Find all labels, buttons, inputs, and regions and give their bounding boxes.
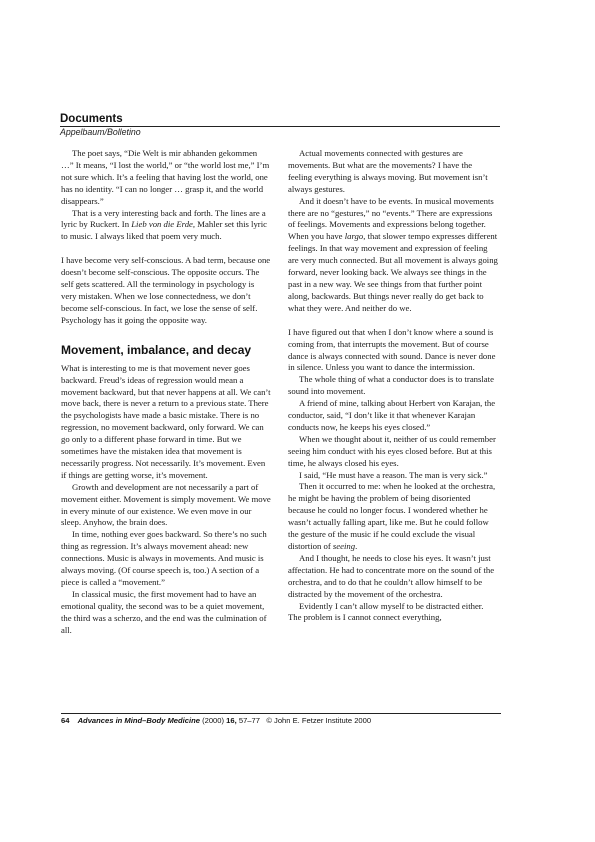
text-run: , that slower tempo expresses different feelings. In that way movement and expression of feeling are very much connected. But all movement is always going forward, never looking back. We always see things in the past in a new way. We see things from that further point along, backwards. But things never really do get back to what they were. And neither do we.: [288, 231, 498, 313]
emphasis: largo: [344, 231, 364, 242]
left-column: [61, 148, 271, 637]
paragraph: [288, 481, 498, 552]
paragraph: I have become very self-conscious. A bad term, because one doesn’t become self-conscious. The opposite occurs. The self gets scattered. All the terminology in psychology is very mistaken. When we lose connectedness, we don’t become self-conscious. In fact, we lose the sense of self. Psychology has it going the opposite way.: [61, 255, 271, 325]
paragraph: [288, 196, 498, 315]
paragraph: Growth and development are not necessarily a part of movement either. Movement is simply movement. We move in every minute of our existence. We even move in our sleep. Anyhow, the brain does.: [61, 481, 271, 528]
paragraph: In time, nothing ever goes backward. So there’s no such thing as regression. It’s always movement ahead: new connections. Music is always in movements. And music is always moving. (Of course speech is, too.) A section of a piece is called a “movement.”: [61, 529, 267, 587]
journal-year: (2000): [202, 716, 225, 725]
text-run: Mahler set this lyric to music. I always liked that poem very much.: [61, 219, 267, 242]
journal-pages: 57–77: [238, 716, 260, 725]
section-label: Documents: [60, 113, 123, 125]
paragraph: In classical music, the first movement had to have an emotional quality, the second was to be a quiet movement, the third was a scherzo, and the end was the culmination of all.: [61, 588, 267, 635]
running-header: [60, 113, 500, 137]
paragraph: Evidently I can’t allow myself to be distracted either. The problem is I cannot connect everything,: [288, 600, 484, 623]
paragraph: Actual movements connected with gestures are movements. But what are the movements? I have the feeling everything is always moving. But movement isn’t always gestures.: [288, 148, 488, 194]
text-run: Then it occurred to me: when he looked at the orchestra, he might be having the problem of being disoriented because he could no longer focus. I wondered whether he wasn’t actually falling apart, like me. But he could follow the gesture of the music if he could exclude the visual distortion of: [288, 481, 496, 551]
text-run: And it doesn’t have to be events. In musical movements there are no “gestures,” no “events.” There are expressions of feelings. Movements and expressions belong together. When you have: [288, 195, 494, 242]
paragraph: What is interesting to me is that movement never goes backward. Freud’s ideas of regression would mean a movement backward, but that never happens at all. We can’t move back, there is never a return to a previous state. There the psychologists have made a basic mistake. There is no regression, no movement backward, only forward. We can go only to a different phase forward in time. But we sometimes have the mistaken idea that movement is necessarily progress. Not necessarily. It’s movement. Even if things are getting worse, it’s movement.: [61, 362, 271, 480]
section-heading: Movement, imbalance, and decay: [61, 342, 252, 357]
paragraph: The whole thing of what a conductor does is to translate sound into movement.: [288, 374, 494, 397]
paragraph: A friend of mine, talking about Herbert von Karajan, the conductor, said, “I don’t like it that whenever Karajan conducts now, he keeps his eyes closed.”: [288, 398, 496, 432]
paragraph: I said, “He must have a reason. The man is very sick.”: [299, 469, 488, 480]
copyright: © John E. Fetzer Institute 2000: [266, 716, 372, 725]
journal-volume: 16,: [226, 716, 237, 725]
page-number: 64: [61, 716, 70, 725]
paragraph: I have figured out that when I don’t know where a sound is coming from, that interrupts the movement. But of course dance is always connected with sound. Dance is never done in silence. Unless you want to dance the intermission.: [288, 326, 496, 373]
paragraph: [61, 208, 271, 244]
right-column: [288, 148, 498, 624]
paragraph: When we thought about it, neither of us could remember seeing him conduct with his eyes closed before. But at this time, he always closed his eyes.: [288, 433, 496, 468]
journal-title: Advances in Mind–Body Medicine: [77, 716, 200, 725]
text-run: That is a very interesting back and forth. The lines are a lyric by Ruckert. In: [61, 207, 266, 230]
text-run: .: [355, 541, 358, 551]
paragraph: The poet says, “Die Welt is mir abhanden gekommen …” It means, “I lost the world,” or “the world lost me,” I’m not sure which. It’s a feeling that having lost the world, one has no identity. “I can no longer … grasp it, and the world disappears.”: [61, 148, 270, 206]
emphasis: Lieb von die Erde,: [131, 219, 196, 230]
authors-line: Appelbaum/Bolletino: [60, 127, 141, 137]
paragraph: And I thought, he needs to close his eyes. It wasn’t just affectation. He had to concentrate more on the sound of the orchestra, and to do that he couldn’t allow himself to be distracted by the movement of the orchestra.: [288, 552, 495, 599]
page-footer: [61, 716, 501, 726]
emphasis: seeing: [332, 541, 356, 551]
footer-rule: [61, 713, 501, 714]
